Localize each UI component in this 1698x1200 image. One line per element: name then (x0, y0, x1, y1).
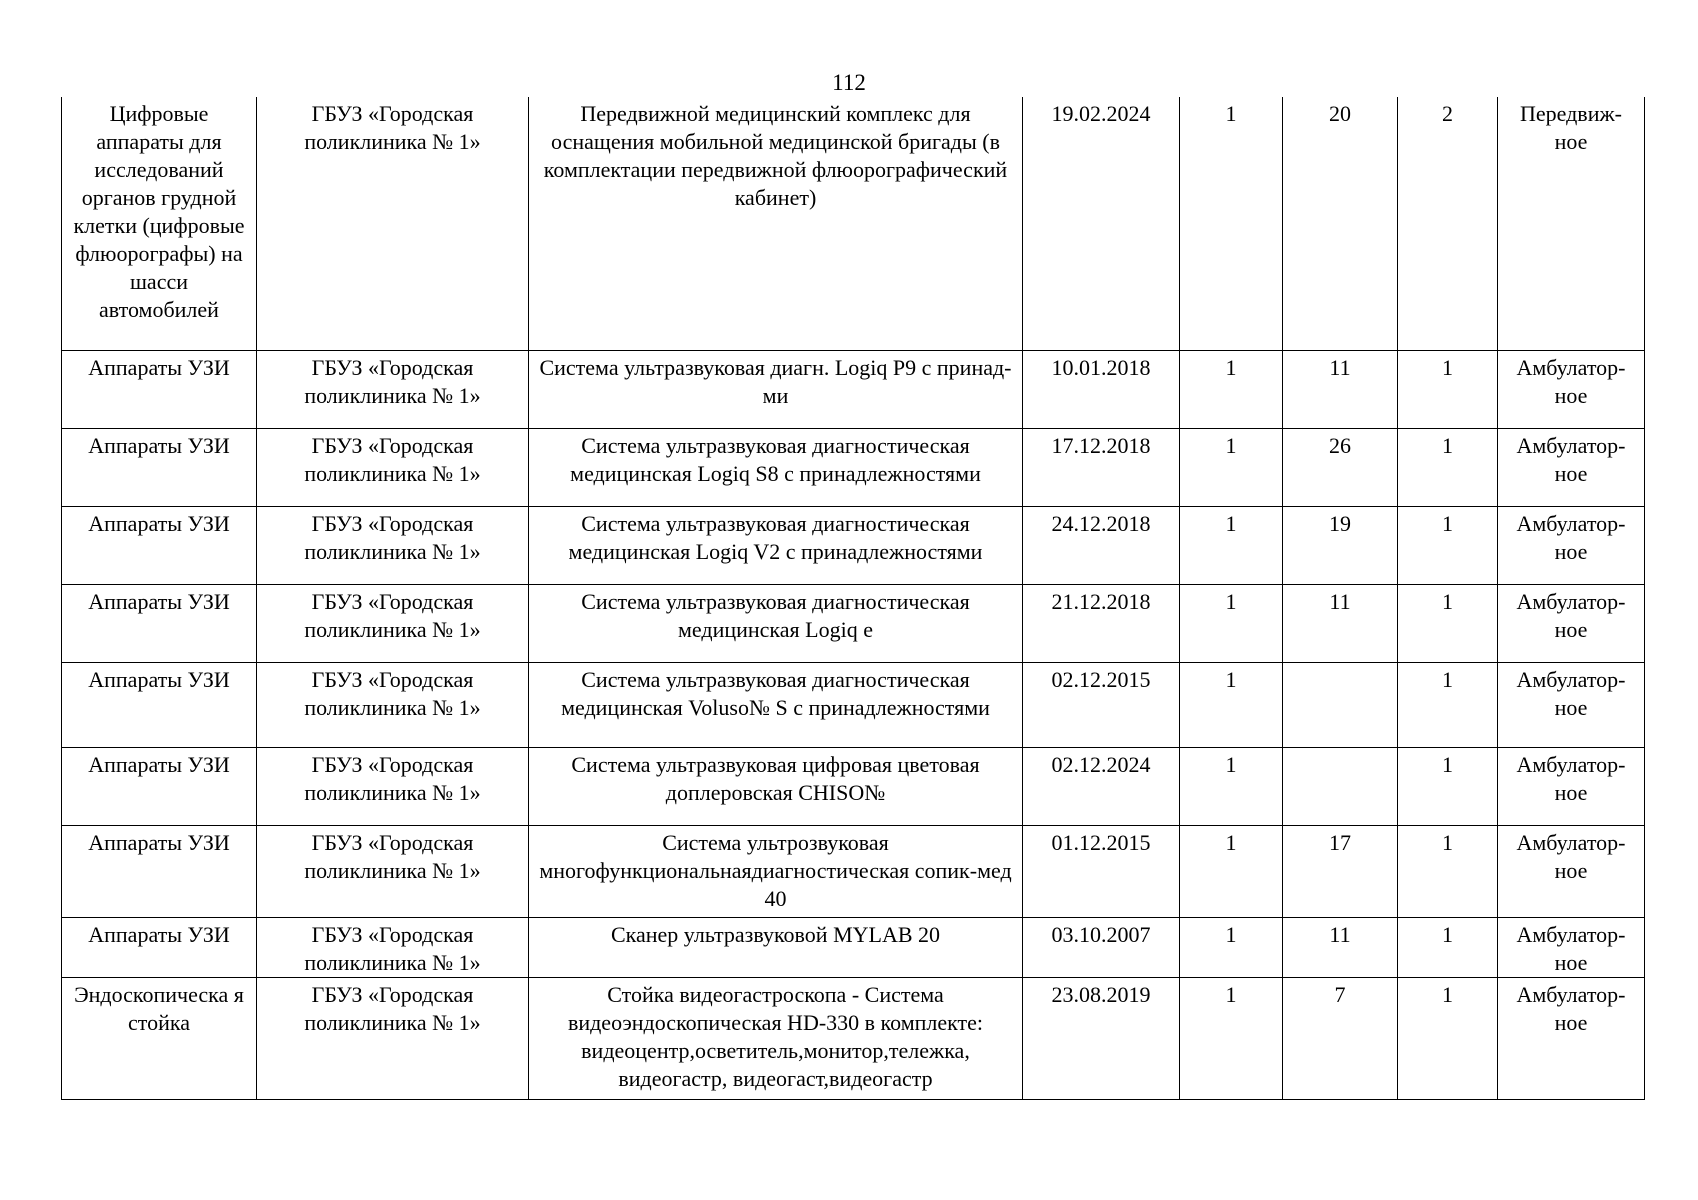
equipment-name-cell: Стойка видеогастроскопа - Система видеоэндоскопическая HD-330 в комплекте: видеоцентр,осветитель,монитор,тележка, видеогастр, видеогаст,видеогастр (529, 977, 1023, 1099)
equipment-name-cell: Система ультразвуковая диагностическая медицинская Voluso№ S с принадлежностями (529, 662, 1023, 747)
quantity-cell: 1 (1180, 584, 1283, 662)
value-cell: 11 (1283, 584, 1398, 662)
commission-date-cell: 21.12.2018 (1023, 584, 1180, 662)
equipment-type-cell: Аппараты УЗИ (62, 428, 257, 506)
equipment-type-cell: Эндоскопическа я стойка (62, 977, 257, 1099)
quantity-cell: 1 (1180, 825, 1283, 917)
equipment-name-cell: Система ультрозвуковая многофункциональнаядиагностическая сопик-мед 40 (529, 825, 1023, 917)
equipment-type-cell: Аппараты УЗИ (62, 506, 257, 584)
equipment-name-cell: Система ультразвуковая цифровая цветовая доплеровская CHISO№ (529, 747, 1023, 825)
table-row (62, 506, 1645, 584)
organization-cell: ГБУЗ «Городская поликлиника № 1» (257, 350, 529, 428)
value-cell: 20 (1283, 97, 1398, 350)
commission-date-cell: 19.02.2024 (1023, 97, 1180, 350)
count-cell: 1 (1398, 977, 1498, 1099)
commission-date-cell: 01.12.2015 (1023, 825, 1180, 917)
equipment-type-cell: Аппараты УЗИ (62, 917, 257, 977)
care-type-cell: Амбулатор-ное (1498, 350, 1645, 428)
table-row (62, 350, 1645, 428)
care-type-cell: Амбулатор-ное (1498, 662, 1645, 747)
equipment-name-cell: Система ультразвуковая диагн. Logiq P9 с принад-ми (529, 350, 1023, 428)
care-type-cell: Амбулатор-ное (1498, 917, 1645, 977)
equipment-type-cell: Цифровые аппараты для исследований органов грудной клетки (цифровые флюорографы) на шасси автомобилей (62, 97, 257, 350)
equipment-name-cell: Система ультразвуковая диагностическая медицинская Logiq V2 с принадлежностями (529, 506, 1023, 584)
equipment-name-cell: Система ультразвуковая диагностическая медицинская Logiq e (529, 584, 1023, 662)
quantity-cell: 1 (1180, 428, 1283, 506)
value-cell: 11 (1283, 917, 1398, 977)
page-number: 112 (832, 70, 866, 95)
organization-cell: ГБУЗ «Городская поликлиника № 1» (257, 747, 529, 825)
organization-cell: ГБУЗ «Городская поликлиника № 1» (257, 977, 529, 1099)
quantity-cell: 1 (1180, 97, 1283, 350)
equipment-name-cell: Передвижной медицинский комплекс для оснащения мобильной медицинской бригады (в комплектации передвижной флюорографический кабинет) (529, 97, 1023, 350)
commission-date-cell: 24.12.2018 (1023, 506, 1180, 584)
table-row (62, 747, 1645, 825)
care-type-cell: Амбулатор-ное (1498, 825, 1645, 917)
organization-cell: ГБУЗ «Городская поликлиника № 1» (257, 506, 529, 584)
value-cell: 17 (1283, 825, 1398, 917)
organization-cell: ГБУЗ «Городская поликлиника № 1» (257, 825, 529, 917)
quantity-cell: 1 (1180, 506, 1283, 584)
commission-date-cell: 17.12.2018 (1023, 428, 1180, 506)
count-cell: 1 (1398, 584, 1498, 662)
equipment-type-cell: Аппараты УЗИ (62, 825, 257, 917)
commission-date-cell: 03.10.2007 (1023, 917, 1180, 977)
count-cell: 1 (1398, 747, 1498, 825)
care-type-cell: Амбулатор-ное (1498, 747, 1645, 825)
count-cell: 1 (1398, 428, 1498, 506)
quantity-cell: 1 (1180, 977, 1283, 1099)
equipment-type-cell: Аппараты УЗИ (62, 747, 257, 825)
value-cell: 7 (1283, 977, 1398, 1099)
table-row (62, 428, 1645, 506)
quantity-cell: 1 (1180, 917, 1283, 977)
organization-cell: ГБУЗ «Городская поликлиника № 1» (257, 917, 529, 977)
organization-cell: ГБУЗ «Городская поликлиника № 1» (257, 584, 529, 662)
organization-cell: ГБУЗ «Городская поликлиника № 1» (257, 97, 529, 350)
table-row (62, 977, 1645, 1099)
value-cell: 26 (1283, 428, 1398, 506)
table-row (62, 584, 1645, 662)
equipment-name-cell: Система ультразвуковая диагностическая медицинская Logiq S8 с принадлежностями (529, 428, 1023, 506)
table-row (62, 662, 1645, 747)
commission-date-cell: 23.08.2019 (1023, 977, 1180, 1099)
value-cell (1283, 747, 1398, 825)
commission-date-cell: 02.12.2024 (1023, 747, 1180, 825)
quantity-cell: 1 (1180, 662, 1283, 747)
care-type-cell: Амбулатор-ное (1498, 428, 1645, 506)
commission-date-cell: 02.12.2015 (1023, 662, 1180, 747)
count-cell: 2 (1398, 97, 1498, 350)
equipment-type-cell: Аппараты УЗИ (62, 662, 257, 747)
table-row (62, 917, 1645, 977)
commission-date-cell: 10.01.2018 (1023, 350, 1180, 428)
count-cell: 1 (1398, 917, 1498, 977)
organization-cell: ГБУЗ «Городская поликлиника № 1» (257, 662, 529, 747)
equipment-type-cell: Аппараты УЗИ (62, 584, 257, 662)
value-cell: 19 (1283, 506, 1398, 584)
count-cell: 1 (1398, 350, 1498, 428)
count-cell: 1 (1398, 662, 1498, 747)
care-type-cell: Амбулатор-ное (1498, 977, 1645, 1099)
care-type-cell: Передвиж-ное (1498, 97, 1645, 350)
equipment-name-cell: Сканер ультразвуковой MYLAB 20 (529, 917, 1023, 977)
table-row (62, 97, 1645, 350)
equipment-type-cell: Аппараты УЗИ (62, 350, 257, 428)
value-cell: 11 (1283, 350, 1398, 428)
equipment-table (61, 97, 1645, 1100)
value-cell (1283, 662, 1398, 747)
count-cell: 1 (1398, 825, 1498, 917)
care-type-cell: Амбулатор-ное (1498, 584, 1645, 662)
quantity-cell: 1 (1180, 747, 1283, 825)
count-cell: 1 (1398, 506, 1498, 584)
table-row (62, 825, 1645, 917)
organization-cell: ГБУЗ «Городская поликлиника № 1» (257, 428, 529, 506)
care-type-cell: Амбулатор-ное (1498, 506, 1645, 584)
quantity-cell: 1 (1180, 350, 1283, 428)
